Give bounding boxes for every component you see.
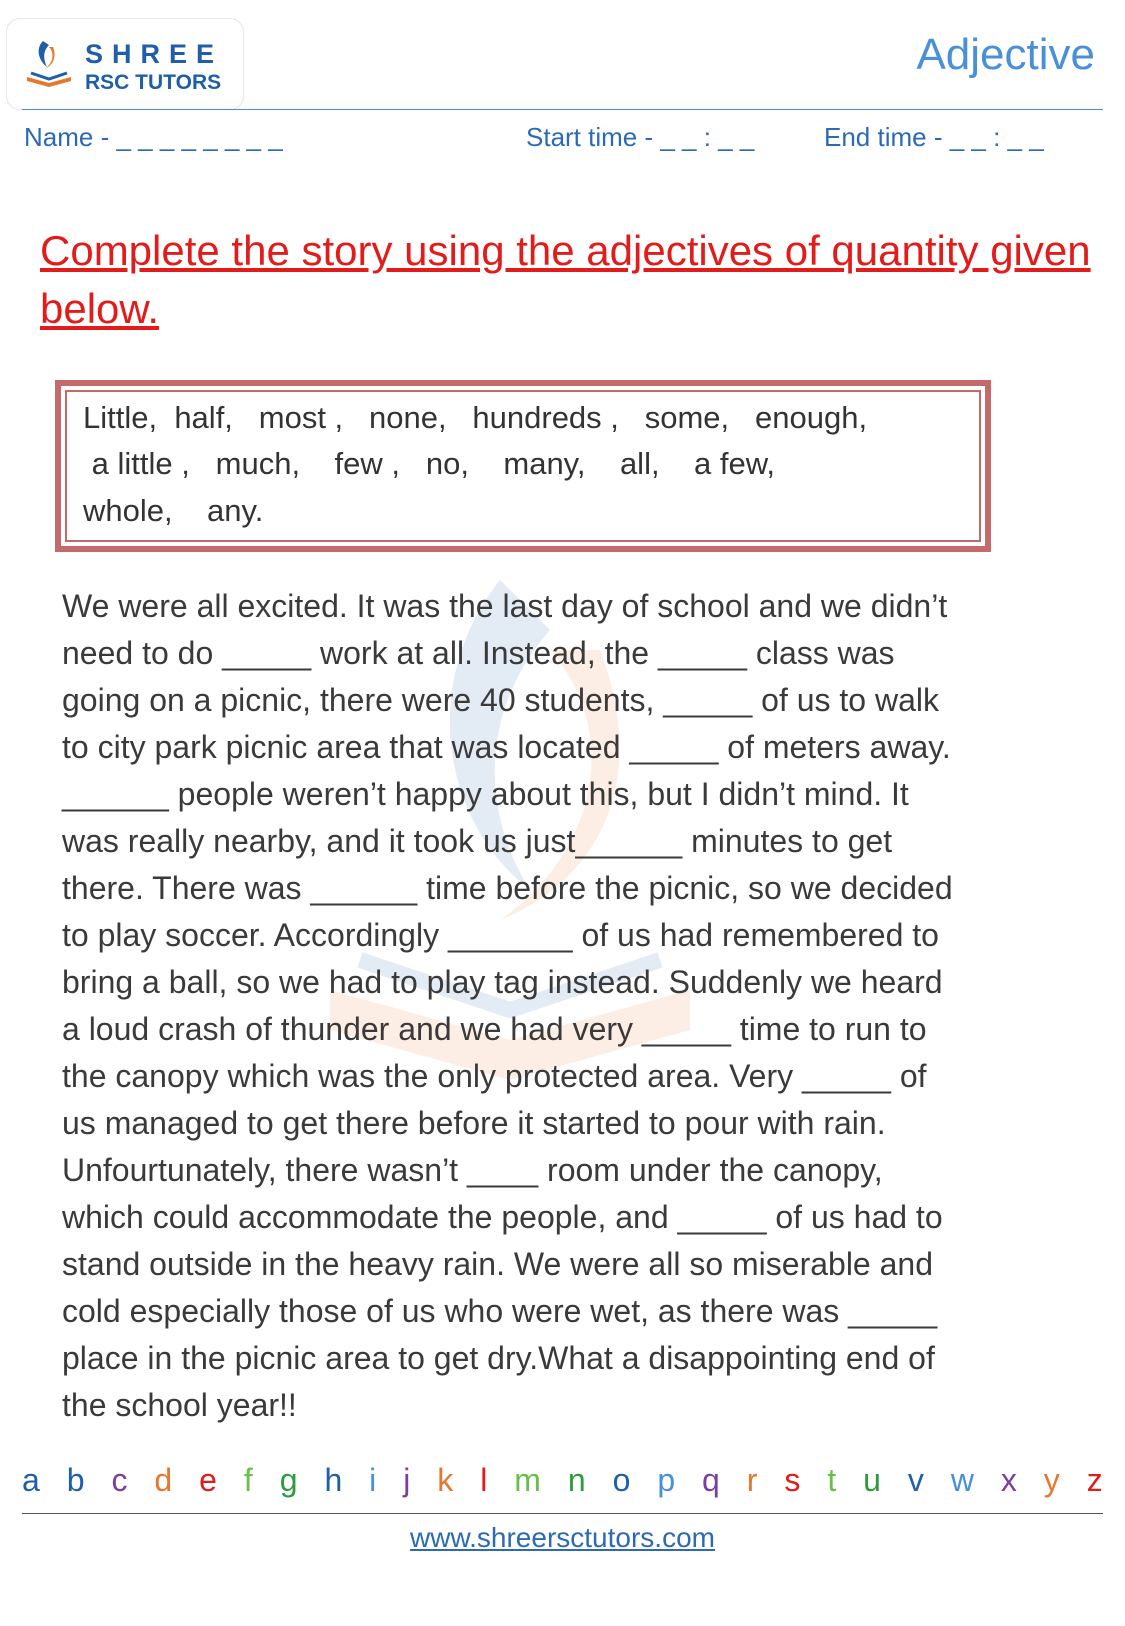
story-line: to city park picnic area that was located _____ of meters away.: [62, 729, 951, 765]
word-bank-line: whole, any.: [83, 493, 264, 528]
footer-website-link[interactable]: www.shreersctutors.com: [410, 1522, 715, 1553]
story-line: the school year!!: [62, 1387, 297, 1423]
alphabet-letter: m: [514, 1462, 541, 1498]
alphabet-letter: p: [657, 1462, 676, 1498]
story-line: Unfourtunately, there wasn’t ____ room under the canopy,: [62, 1152, 883, 1188]
alphabet-letter: d: [154, 1462, 173, 1498]
alphabet-letter: r: [746, 1462, 758, 1498]
alphabet-letter: x: [1000, 1462, 1017, 1498]
story-line: We were all excited. It was the last day of school and we didn’t: [62, 588, 948, 624]
alphabet-letter: b: [66, 1462, 85, 1498]
story-line: stand outside in the heavy rain. We were all so miserable and: [62, 1246, 933, 1282]
story-line: ______ people weren’t happy about this, but I didn’t mind. It: [62, 776, 909, 812]
logo-emblem-icon: [21, 37, 81, 93]
story-line: which could accommodate the people, and _____ of us had to: [62, 1199, 943, 1235]
word-bank-line: a little , much, few , no, many, all, a few,: [83, 446, 776, 481]
alphabet-letter: f: [243, 1462, 253, 1498]
alphabet-letter: k: [437, 1462, 454, 1498]
alphabet-letter: n: [567, 1462, 586, 1498]
alphabet-letter: j: [403, 1462, 411, 1498]
page-title: Adjective: [916, 30, 1095, 79]
story-line: need to do _____ work at all. Instead, the _____ class was: [62, 635, 895, 671]
alphabet-strip: [22, 1462, 1103, 1499]
alphabet-letter: t: [827, 1462, 837, 1498]
story-line: us managed to get there before it started to pour with rain.: [62, 1105, 886, 1141]
end-time-field: End time - _ _ : _ _: [824, 122, 1044, 152]
alphabet-letter: s: [784, 1462, 801, 1498]
alphabet-letter: u: [863, 1462, 881, 1498]
name-field: Name - _ _ _ _ _ _ _ _: [24, 122, 283, 152]
word-bank-box: [55, 380, 991, 552]
alphabet-letter: e: [199, 1462, 217, 1498]
alphabet-letter: o: [612, 1462, 631, 1498]
word-bank-line: Little, half, most , none, hundreds , some, enough,: [83, 400, 868, 435]
alphabet-letter: i: [369, 1462, 377, 1498]
alphabet-letter: q: [702, 1462, 720, 1498]
header-divider: [22, 109, 1103, 110]
story-line: was really nearby, and it took us just______ minutes to get: [62, 823, 893, 859]
alphabet-letter: c: [111, 1462, 128, 1498]
story-line: cold especially those of us who were wet, as there was _____: [62, 1293, 938, 1329]
logo-line2: RSC TUTORS: [85, 71, 222, 94]
alphabet-letter: a: [22, 1462, 40, 1498]
logo-line1: SHREE: [85, 39, 224, 69]
alphabet-letter: h: [324, 1462, 343, 1498]
alphabet-letter: w: [950, 1462, 974, 1498]
alphabet-letter: y: [1043, 1462, 1060, 1498]
story-line: going on a picnic, there were 40 students, _____ of us to walk: [62, 682, 939, 718]
logo: [6, 18, 244, 110]
alphabet-letter: l: [480, 1462, 488, 1498]
start-time-field: Start time - _ _ : _ _: [526, 122, 755, 152]
footer-divider: [22, 1513, 1103, 1514]
alphabet-letter: v: [907, 1462, 924, 1498]
story-line: bring a ball, so we had to play tag instead. Suddenly we heard: [62, 964, 943, 1000]
alphabet-letter: z: [1086, 1462, 1103, 1498]
story-line: place in the picnic area to get dry.What a disappointing end of: [62, 1340, 935, 1376]
instruction-heading: Complete the story using the adjectives of quantity given below.: [40, 227, 1091, 332]
story-line: there. There was ______ time before the picnic, so we decided: [62, 870, 953, 906]
alphabet-letter: g: [279, 1462, 298, 1498]
story-line: to play soccer. Accordingly _______ of us had remembered to: [62, 917, 939, 953]
story-line: the canopy which was the only protected area. Very _____ of: [62, 1058, 927, 1094]
story-line: a loud crash of thunder and we had very _____ time to run to: [62, 1011, 927, 1047]
story-passage: [62, 583, 1062, 1429]
